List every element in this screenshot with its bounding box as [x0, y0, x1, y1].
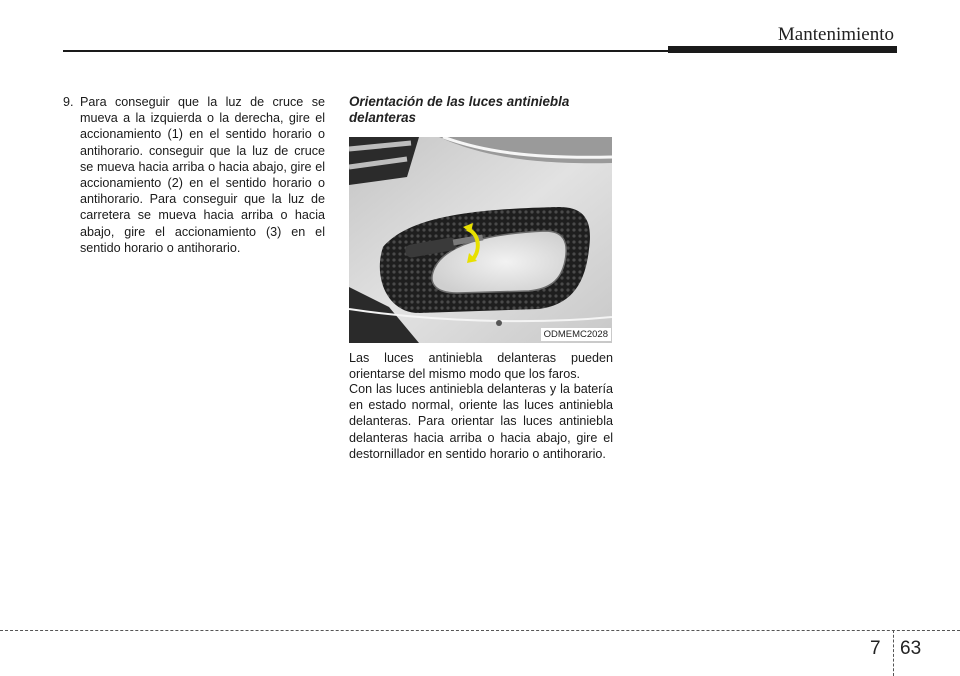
- step-number: 9.: [63, 95, 74, 109]
- sub-heading: Orientación de las luces antiniebla delanteras: [349, 94, 570, 125]
- fog-lamp-photo: [349, 137, 612, 343]
- page-number: 63: [900, 638, 922, 659]
- header-bar: [668, 46, 897, 53]
- paragraph: Con las luces antiniebla delanteras y la batería en estado normal, oriente las luces antiniebla delanteras. Para orientar las luces antiniebla delanteras hacia arriba o hacia abajo, gire el destornillador en sentido horario o antihorario.: [349, 382, 613, 461]
- figure-code: ODMEMC2028: [541, 328, 611, 341]
- paragraph: Las luces antiniebla delanteras pueden orientarse del mismo modo que los faros.: [349, 351, 613, 382]
- footer-divider: [893, 630, 894, 676]
- chapter-number: 7: [870, 638, 881, 659]
- section-title: Mantenimiento: [777, 24, 894, 45]
- footer-rule: [0, 630, 960, 631]
- bumper-hole: [496, 320, 502, 326]
- step-text: Para conseguir que la luz de cruce se mueva a la izquierda o la derecha, gire el accionamiento (1) en el sentido horario o antihorario. conseguir que la luz de cruce se mueva hacia arriba o hacia abajo, gire el accionamiento (2) en el sentido horario o antihorario. Para conseguir que la luz de carretera se mueva hacia arriba o hacia abajo, gire el accionamiento (3) en el sentido horario o antihorario.: [80, 95, 325, 255]
- instruction-step: [63, 94, 325, 256]
